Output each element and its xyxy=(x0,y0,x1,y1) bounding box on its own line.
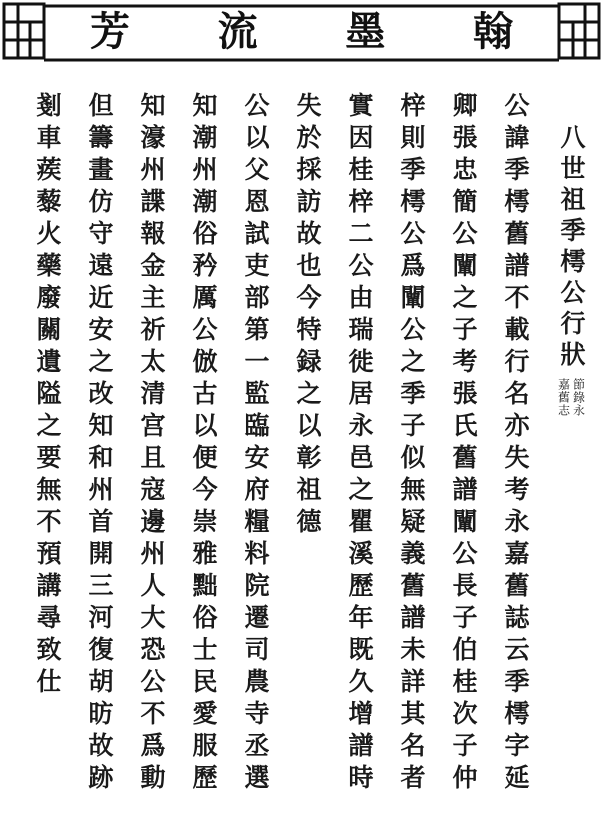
text-column-5: 失於採訪故也今特録之以彰祖德 xyxy=(293,92,322,540)
text-column-2: 卿張忠簡公闡之子考張氏舊譜闡公長子伯桂次子仲 xyxy=(449,92,478,796)
title-char-1: 芳 xyxy=(90,8,130,55)
text-column-10: 剗車蒺藜火藥廢關遺隘之要無不預講尋致仕 xyxy=(33,92,62,700)
text-column-9: 但籌畫仿守遠近安之改知和州首開三河復胡昉故跡 xyxy=(85,92,114,796)
source-note-line-2: 嘉舊志 xyxy=(556,378,571,417)
header-banner xyxy=(0,0,603,64)
text-column-8: 知濠州諜報金主祈太清宫且寇邊州人大恐公不爲動 xyxy=(137,92,166,796)
title-char-2: 流 xyxy=(217,8,258,55)
text-column-4: 實因桂梓二公由瑞徙居永邑之瞿溪歷年既久增譜時 xyxy=(345,92,374,796)
text-column-1: 公諱季樗舊譜不載行名亦失考永嘉舊誌云季樗字延 xyxy=(501,92,530,796)
text-column-3: 梓則季樗公爲闡公之季子似無疑義舊譜未詳其名者 xyxy=(397,92,426,796)
title-char-3: 墨 xyxy=(345,8,386,55)
page-title xyxy=(60,6,543,58)
text-column-7: 知潮州潮俗矜厲公倣古以便今崇雅黜俗士民愛服歷 xyxy=(189,92,218,796)
text-column-6: 公以父恩試吏部第一監臨安府糧料院遷司農寺丞選 xyxy=(241,92,270,796)
source-note-line-1: 節錄永 xyxy=(571,378,586,417)
section-title: 八世祖季樗公行狀 xyxy=(557,124,586,372)
title-char-4: 翰 xyxy=(472,8,513,55)
source-note xyxy=(556,378,586,417)
